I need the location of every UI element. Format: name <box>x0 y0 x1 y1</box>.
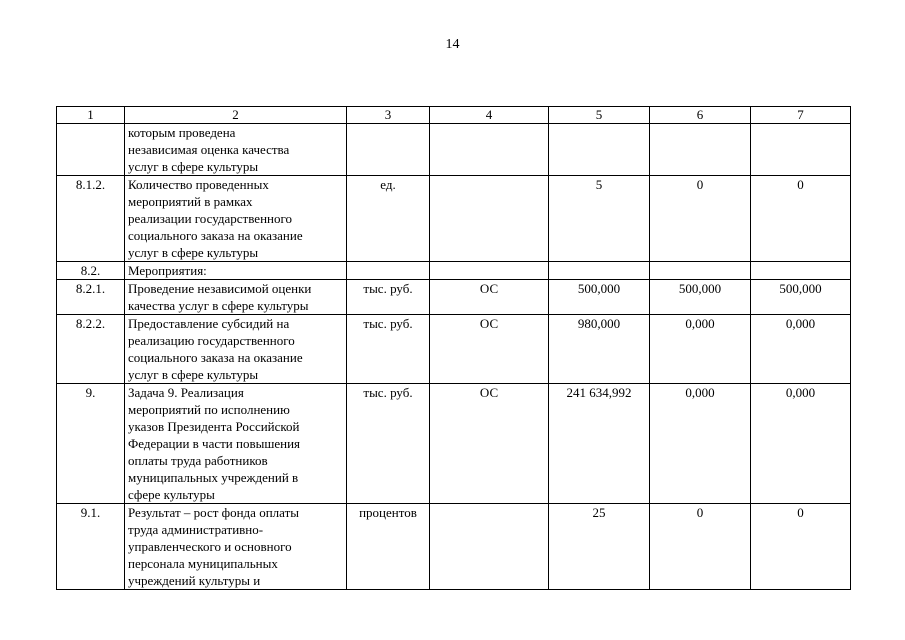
table-row <box>57 124 851 176</box>
row-unit-cell <box>347 124 430 176</box>
row-name-cell: Количество проведенных мероприятий в рамках реализации государственного социального заказа на оказание услуг в сфере культуры <box>125 176 347 262</box>
row-value-col5-cell: 500,000 <box>549 280 650 315</box>
row-name-cell: Предоставление субсидий на реализацию государственного социального заказа на оказание услуг в сфере культуры <box>125 315 347 384</box>
column-header: 3 <box>347 107 430 124</box>
row-value-col5-cell <box>549 124 650 176</box>
row-name-cell: Мероприятия: <box>125 262 347 280</box>
row-source-cell: ОС <box>430 384 549 504</box>
row-value-col7-cell: 500,000 <box>751 280 851 315</box>
row-unit-cell: процентов <box>347 504 430 590</box>
row-source-cell <box>430 124 549 176</box>
column-header: 5 <box>549 107 650 124</box>
table-row <box>57 504 851 590</box>
row-source-cell: ОС <box>430 280 549 315</box>
column-header: 2 <box>125 107 347 124</box>
row-number-cell: 8.2.1. <box>57 280 125 315</box>
column-header: 6 <box>650 107 751 124</box>
row-number-cell: 9. <box>57 384 125 504</box>
row-value-col7-cell: 0 <box>751 176 851 262</box>
row-value-col6-cell: 0 <box>650 176 751 262</box>
row-unit-cell: тыс. руб. <box>347 315 430 384</box>
row-source-cell: ОС <box>430 315 549 384</box>
page-number: 14 <box>445 37 460 52</box>
indicators-table <box>56 106 851 590</box>
row-source-cell <box>430 176 549 262</box>
row-number-cell <box>57 124 125 176</box>
table-row <box>57 384 851 504</box>
row-number-cell: 8.2. <box>57 262 125 280</box>
column-header: 1 <box>57 107 125 124</box>
row-value-col7-cell <box>751 262 851 280</box>
table-header-row <box>57 107 851 124</box>
table-row <box>57 280 851 315</box>
row-unit-cell: тыс. руб. <box>347 280 430 315</box>
column-header: 4 <box>430 107 549 124</box>
row-number-cell: 8.2.2. <box>57 315 125 384</box>
row-value-col6-cell: 0,000 <box>650 315 751 384</box>
row-number-cell: 9.1. <box>57 504 125 590</box>
row-value-col7-cell: 0,000 <box>751 384 851 504</box>
row-value-col6-cell: 500,000 <box>650 280 751 315</box>
row-value-col6-cell <box>650 124 751 176</box>
row-value-col5-cell: 980,000 <box>549 315 650 384</box>
row-value-col5-cell: 241 634,992 <box>549 384 650 504</box>
row-number-cell: 8.1.2. <box>57 176 125 262</box>
table-row <box>57 176 851 262</box>
row-value-col5-cell <box>549 262 650 280</box>
row-source-cell <box>430 504 549 590</box>
row-value-col7-cell <box>751 124 851 176</box>
row-value-col5-cell: 25 <box>549 504 650 590</box>
row-unit-cell: тыс. руб. <box>347 384 430 504</box>
row-name-cell: Результат – рост фонда оплаты труда административно- управленческого и основного персонала муниципальных учреждений культуры и <box>125 504 347 590</box>
table-row <box>57 315 851 384</box>
row-name-cell: Проведение независимой оценки качества услуг в сфере культуры <box>125 280 347 315</box>
row-value-col6-cell: 0 <box>650 504 751 590</box>
row-name-cell: Задача 9. Реализация мероприятий по исполнению указов Президента Российской Федерации в части повышения оплаты труда работников муниципальных учреждений в сфере культуры <box>125 384 347 504</box>
table-row <box>57 262 851 280</box>
row-value-col7-cell: 0,000 <box>751 315 851 384</box>
row-name-cell: которым проведена независимая оценка качества услуг в сфере культуры <box>125 124 347 176</box>
column-header: 7 <box>751 107 851 124</box>
row-value-col5-cell: 5 <box>549 176 650 262</box>
row-value-col7-cell: 0 <box>751 504 851 590</box>
row-unit-cell: ед. <box>347 176 430 262</box>
row-value-col6-cell <box>650 262 751 280</box>
row-source-cell <box>430 262 549 280</box>
row-unit-cell <box>347 262 430 280</box>
row-value-col6-cell: 0,000 <box>650 384 751 504</box>
